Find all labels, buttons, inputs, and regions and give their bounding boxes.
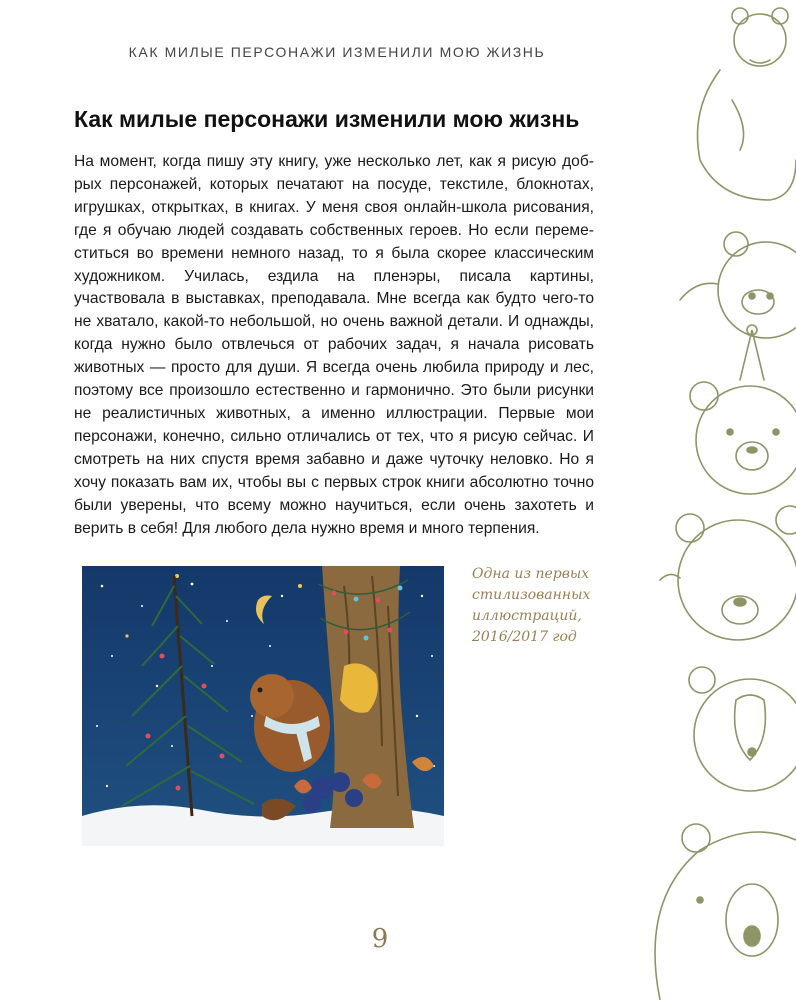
chapter-title: Как милые персонажи изменили мою жизнь bbox=[74, 106, 580, 132]
illustration-caption bbox=[472, 564, 602, 648]
bear-sketch-6 bbox=[655, 824, 796, 1000]
bear-sketch-4 bbox=[660, 506, 796, 640]
bear-sketch-2 bbox=[680, 232, 796, 338]
caption-line: Одна из первых bbox=[472, 566, 590, 582]
page-number: 9 bbox=[371, 924, 389, 954]
caption-line: стилизованных bbox=[472, 587, 591, 603]
body-paragraph: На момент, когда пишу эту книгу, уже несколько лет, как я рисую добрых персонажей, которых печатают на посуде, текстиле, блокнотах, игрушках, открытках, в книгах. У меня своя онлайн-школа рисования, где я обучаю людей создавать собственных героев. Но если переместиться во времени немного назад, то я была скорее классическим художником. Училась, ездила на пленэры, писала картины, участвовала в выставках, преподавала. Мне всегда как будто чего-то не хватало, какой-то небольшой, но очень важной детали. И однажды, когда нужно было отвлечься от рабочих задач, я начала рисовать животных — просто для души. Я всегда очень любила природу и лес, поэтому все произошло естественно и гармонично. Это были рисунки не реалистичных животных, а именно иллюстрации. Первые мои персонажи, конечно, сильно отличались от тех, что я рисую сейчас. И смотреть на них спустя время забавно и даже чуточку неловко. Но я хочу показать вам их, чтобы вы с первых строк книги абсолютно точно были уверены, что всему можно научиться, если очень захотеть и верить в себя! Для любого дела нужно время и много терпения. bbox=[74, 153, 594, 537]
bear-sketches-strip bbox=[640, 0, 796, 1000]
caption-line: иллюстраций, bbox=[472, 608, 582, 624]
bear-sketch-5 bbox=[689, 667, 796, 791]
bear-sketch-3 bbox=[690, 325, 796, 494]
yellow-leaf bbox=[340, 663, 378, 712]
caption-line: 2016/2017 год bbox=[472, 629, 577, 645]
running-head: КАК МИЛЫЕ ПЕРСОНАЖИ ИЗМЕНИЛИ МОЮ ЖИЗНЬ bbox=[128, 44, 546, 60]
bear-sketch-1 bbox=[698, 8, 796, 200]
beaver-christmas-illustration bbox=[82, 566, 444, 846]
